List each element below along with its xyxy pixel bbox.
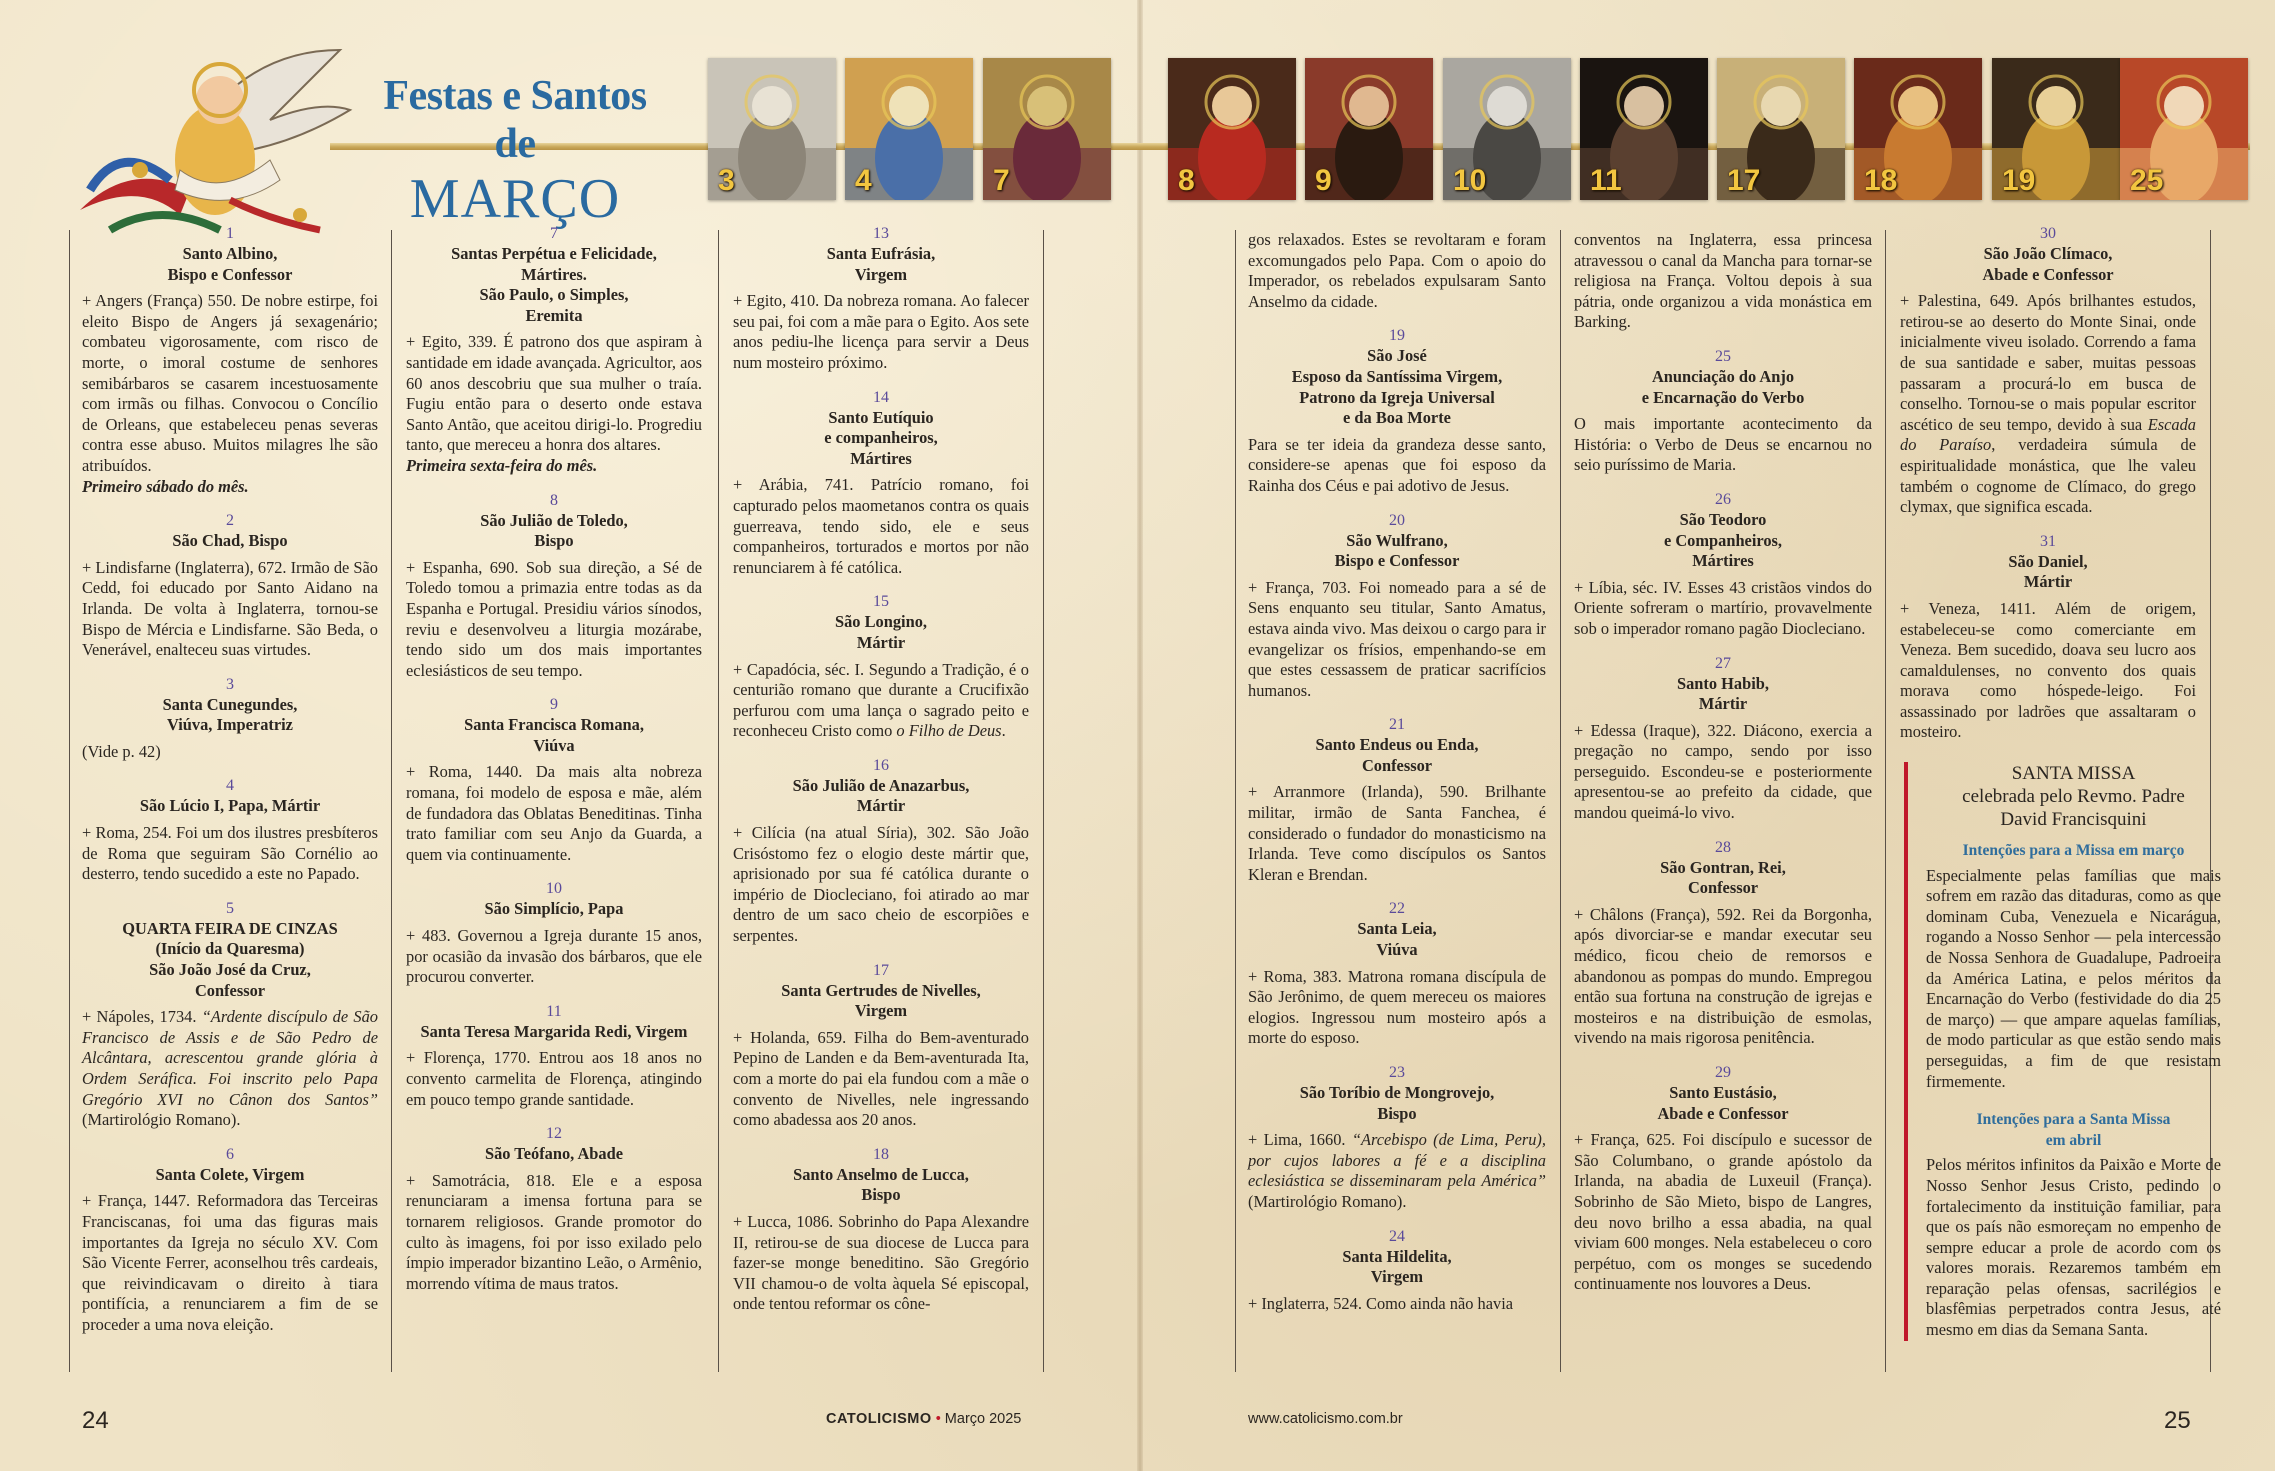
entry-note: Primeiro sábado do mês. <box>82 476 249 496</box>
saint-description: + Lima, 1660. “Arcebispo (de Lima, Peru), por cujos labores a fé e a disciplina eclesiástica se disseminaram pela América” (Martirológio Romano). <box>1248 1130 1546 1211</box>
separator-dot: • <box>935 1411 941 1427</box>
saint-entry <box>82 899 378 1131</box>
thumbnail-day-number: 17 <box>1727 164 1761 197</box>
saint-name: Santa Francisca Romana, Viúva <box>464 715 644 755</box>
saint-description: + 483. Governou a Igreja durante 15 anos, por ocasião da invasão dos bárbaros, que ele procurou converter. <box>406 926 702 987</box>
day-number: 10 <box>546 880 562 898</box>
saint-description: conventos na Inglaterra, essa princesa atravessou o canal da Mancha para tornar-se religiosa na França. Voltou depois à sua pátria, onde organizou a vida monástica em Barking. <box>1574 230 1872 332</box>
day-number: 21 <box>1389 716 1405 734</box>
saint-name: São Wulfrano, Bispo e Confessor <box>1334 530 1460 571</box>
day-number: 19 <box>1389 327 1405 345</box>
thumbnail-day-number: 9 <box>1315 164 1332 197</box>
day-number: 17 <box>873 961 889 979</box>
saint-entry <box>1248 715 1546 885</box>
thumbnail-day-25 <box>2120 58 2248 200</box>
column-2 <box>406 224 702 1308</box>
saint-name: São Gontran, Rei, Confessor <box>1660 857 1786 898</box>
saint-name: São José Esposo da Santíssima Virgem, Patrono da Igreja Universal e da Boa Morte <box>1291 346 1503 428</box>
saint-entry <box>82 776 378 884</box>
saint-name: Santo Eustásio, Abade e Confessor <box>1657 1083 1789 1123</box>
angel-illumination-icon <box>70 40 360 240</box>
saint-description: + Nápoles, 1734. “Ardente discípulo de São Francisco de Assis e de São Pedro de Alcântara, acrescentou grande glória à Ordem Seráfica. Foi inscrito pelo Papa Gregório XVI no Cânon dos Santos” (Martirológio Romano). <box>82 1007 378 1130</box>
saint-name: São Julião de Anazarbus, Mártir <box>792 775 970 816</box>
saint-name: Santa Colete, Virgem <box>155 1164 305 1184</box>
thumbnail-day-number: 18 <box>1864 164 1898 197</box>
saint-description: + Roma, 383. Matrona romana discípula de São Jerônimo, de quem mereceu os maiores elogios. Ingressou num mosteiro após a morte do esposo. <box>1248 966 1546 1048</box>
day-number: 7 <box>550 225 558 242</box>
saint-entry <box>406 695 702 865</box>
day-number: 4 <box>226 777 234 795</box>
saint-entry <box>406 879 702 987</box>
saint-entry <box>733 592 1029 742</box>
day-number: 14 <box>873 388 889 406</box>
magazine-credit <box>826 1411 1021 1427</box>
day-number: 26 <box>1715 490 1731 508</box>
day-number: 22 <box>1389 900 1405 918</box>
saint-description: + França, 703. Foi nomeado para a sé de Sens enquanto seu titular, Santo Amatus, estava ainda vivo. Mas deixou o cargo para ir evangelizar os frísios, empenhando-se em que estes cessassem de praticar sacrifícios humanos. <box>1248 577 1546 700</box>
saint-name: São Lúcio I, Papa, Mártir <box>139 796 321 816</box>
column-rule <box>391 230 392 1372</box>
saint-name: Santo Eutíquio e companheiros, Mártires <box>824 407 938 468</box>
saint-description: Para se ter ideia da grandeza desse santo, considere-se apenas que foi esposo da Rainha dos Céus e pai adotivo de Jesus. <box>1248 434 1546 495</box>
saint-name: São João Clímaco, Abade e Confessor <box>1982 244 2114 284</box>
saint-name: Santa Cunegundes, Viúva, Imperatriz <box>162 694 298 735</box>
saint-name: Santo Habib, Mártir <box>1676 673 1769 714</box>
saint-name: São Simplício, Papa <box>484 899 624 919</box>
missa-text-march: Especialmente pelas famílias que mais sofrem em razão das ditaduras, como as que dominam Cuba, Venezuela e Nicarágua, rogando a Nosso Senhor — pela intercessão de Nossa Senhora de Guadalupe, Padroeira da América Latina, e pelos méritos da Encarnação do Verbo (festividade do dia 25 de março) — que ampare aquelas famílias, de modo particular as que estão sendo mais perseguidas, a fim de que resistam firmemente. <box>1926 865 2221 1091</box>
saint-description: + Líbia, séc. IV. Esses 43 cristãos vindos do Oriente sofreram o martírio, provavelmente sob o imperador romano pagão Diocleciano. <box>1574 577 1872 638</box>
saint-name: São Longino, Mártir <box>834 612 927 652</box>
saint-name: Santo Albino, Bispo e Confessor <box>167 244 293 284</box>
day-number: 23 <box>1389 1064 1405 1081</box>
saint-entry <box>1248 1063 1546 1213</box>
saint-description: + Roma, 254. Foi um dos ilustres presbíteros de Roma que seguiram São Cornélio ao desterro, tendo sucedido a este no Papado. <box>82 823 378 884</box>
saint-entry <box>1574 838 1872 1049</box>
saint-description: + Inglaterra, 524. Como ainda não havia <box>1248 1293 1514 1313</box>
column-rule <box>1235 230 1236 1372</box>
saint-name: São Teodoro e Companheiros, Mártires <box>1663 509 1783 571</box>
saint-description: + Egito, 410. Da nobreza romana. Ao falecer seu pai, foi com a mãe para o Egito. Aos sete anos pediu-lhe licença para servir a Deus num mosteiro próximo. <box>733 291 1029 372</box>
day-number: 8 <box>550 491 558 509</box>
saint-entry <box>82 1145 378 1336</box>
thumbnail-day-number: 3 <box>718 164 735 197</box>
day-number: 18 <box>873 1145 889 1163</box>
magazine-name: CATOLICISMO <box>826 1411 932 1427</box>
thumbnail-day-number: 7 <box>993 164 1010 197</box>
saint-entry <box>406 491 702 682</box>
saint-name: Santa Leia, Viúva <box>1357 919 1437 960</box>
thumbnail-day-10 <box>1443 58 1571 200</box>
saint-entry <box>733 961 1029 1131</box>
day-number: 3 <box>226 675 234 693</box>
thumbnail-day-11 <box>1580 58 1708 200</box>
day-number: 9 <box>550 696 558 714</box>
column-6 <box>1900 224 2196 757</box>
thumbnail-day-number: 19 <box>2002 164 2036 197</box>
day-number: 16 <box>873 756 889 774</box>
saint-entry <box>406 1124 702 1294</box>
saint-description: (Vide p. 42) <box>82 741 161 761</box>
day-number: 20 <box>1389 511 1405 529</box>
day-number: 27 <box>1715 654 1731 672</box>
day-number: 5 <box>226 899 234 917</box>
saint-description: + Palestina, 649. Após brilhantes estudos, retirou-se ao deserto do Monte Sinai, onde inicialmente viveu isolado. Correndo a fama de sua santidade e saber, muitas pessoas passaram a procurá-lo em busca de conselho. Tornou-se o mais popular escritor ascético de seu tempo, devido à sua Escada do Paraíso, verdadeira súmula de espiritualidade monástica, que lhe valeu também o cognome de Clímaco, do grego clymax, que significa escada. <box>1900 291 2196 517</box>
saint-name: Anunciação do Anjo e Encarnação do Verbo <box>1641 366 1805 407</box>
saint-description: + Roma, 1440. Da mais alta nobreza romana, foi modelo de esposa e mãe, além de fundadora das Oblatas Beneditinas. Tinha trato familiar com seu Anjo da Guarda, a quem via continuamente. <box>406 762 702 864</box>
day-number: 15 <box>873 593 889 611</box>
saint-description: + Cilícia (na atual Síria), 302. São João Crisóstomo fez o elogio deste mártir que, aprisionado por sua fé católica durante o império de Diocleciano, foi atirado ao mar dentro de um saco cheio de escorpiões e serpentes. <box>733 823 1029 946</box>
page-number-left: 24 <box>82 1407 109 1434</box>
saint-description: + Lindisfarne (Inglaterra), 672. Irmão de São Cedd, foi educado por Santo Aidano na Irlanda. De volta à Inglaterra, tornou-se Bispo de Mércia e Lindisfarne. São Beda, o Venerável, enalteceu suas virtudes. <box>82 557 378 660</box>
page-spine <box>1137 0 1143 1471</box>
day-number: 31 <box>2040 532 2056 550</box>
santa-missa-box <box>1904 762 2221 1341</box>
saint-name: São Toríbio de Mongrovejo, Bispo <box>1299 1083 1495 1123</box>
saint-entry <box>733 756 1029 947</box>
thumbnail-day-9 <box>1305 58 1433 200</box>
missa-title: SANTA MISSA celebrada pelo Revmo. Padre David Francisquini <box>1962 763 2185 830</box>
saint-entry <box>1248 230 1546 312</box>
missa-text-april: Pelos méritos infinitos da Paixão e Morte de Nosso Senhor Jesus Cristo, pedindo o fortalecimento da instituição familiar, para que os país não esmoreçam no empenho de sempre educar a prole de acordo com os valores morais. Rezaremos também em reparação pelas ofensas, sacrilégios e blasfêmias perpetrados contra Jesus, até mesmo em dias da Semana Santa. <box>1926 1155 2221 1340</box>
day-number: 29 <box>1715 1064 1731 1081</box>
saint-entry <box>1574 1063 1872 1295</box>
saint-description: + Capadócia, séc. I. Segundo a Tradição, é o centurião romano que durante a Crucifixão perfurou com uma lança o sagrado peito e reconheceu Cristo como o Filho de Deus. <box>733 659 1029 741</box>
thumbnail-day-number: 25 <box>2130 164 2164 197</box>
saint-description: + França, 625. Foi discípulo e sucessor de São Columbano, o grande apóstolo da Irlanda, na abadia de Luxeuil (França). Sobrinho de São Mieto, bispo de Langres, deu novo brilho a essa abadia, na qual viviam 600 monges. Nela estabeleceu o coro perpétuo, com os monges se sucedendo continuamente nos louvores a Deus. <box>1574 1130 1872 1294</box>
saint-description: + Veneza, 1411. Além de origem, estabeleceu-se como comerciante em Veneza. Bem sucedido, doava seu lucro aos camaldulenses, no convento dos quais morava como hóspede-leigo. Foi assassinado por ladrões que assaltaram o mosteiro. <box>1900 598 2196 742</box>
saint-description: + Holanda, 659. Filha do Bem-aventurado Pepino de Landen e da Bem-aventurada Ita, com a morte do pai ela fundou com a mãe o convento de Nivelles, nele ingressando como abadessa aos 20 anos. <box>733 1027 1029 1130</box>
thumbnail-day-4 <box>845 58 973 200</box>
day-number: 30 <box>2040 225 2056 242</box>
saint-name: São Julião de Toledo, Bispo <box>480 510 628 551</box>
saint-description: + França, 1447. Reformadora das Terceiras Franciscanas, foi uma das figuras mais importantes da Igreja no século XV. Com São Vicente Ferrer, aconselhou três cardeais, que reivindicavam o direito à tiara pontifícia, a renunciarem a fim de se proceder a uma nova eleição. <box>82 1191 378 1334</box>
day-number: 2 <box>226 512 234 530</box>
column-rule <box>1043 230 1044 1372</box>
page-title <box>360 72 670 230</box>
title-line2: MARÇO <box>409 168 621 230</box>
thumbnail-day-19 <box>1992 58 2120 200</box>
issue-date: Março 2025 <box>944 1411 1022 1427</box>
saint-entry <box>406 1002 702 1110</box>
saint-description: O mais importante acontecimento da História: o Verbo de Deus se encarnou no seio puríssimo de Maria. <box>1574 414 1872 475</box>
saint-description: + Lucca, 1086. Sobrinho do Papa Alexandre II, retirou-se de sua diocese de Lucca para fazer-se monge beneditino. São Gregório VII chamou-o de volta àquela Sé episcopal, onde tentou reformar os cône- <box>733 1211 1029 1314</box>
website-link[interactable]: www.catolicismo.com.br <box>1248 1411 1403 1427</box>
saint-name: São Daniel, Mártir <box>2008 551 2088 592</box>
day-number: 11 <box>546 1002 562 1020</box>
saint-description: + Egito, 339. É patrono dos que aspiram à santidade em idade avançada. Agricultor, aos 60 anos descobriu que sua mulher o traía. Fugiu então para o deserto onde estava Santo Antão, que aceitou dirigi-lo. Progrediu tanto, que mereceu a honra dos altares. <box>406 332 702 455</box>
saint-entry <box>82 511 378 661</box>
saint-description: + Châlons (França), 592. Rei da Borgonha, após divorciar-se e mandar executar seu médico, ficou cheio de remorsos e abandonou as pompas do mundo. Empregou então sua fortuna na construção de igrejas e mosteiros e na distribuição de esmolas, vivendo na mais rigorosa penitência. <box>1574 904 1872 1048</box>
saint-description: gos relaxados. Estes se revoltaram e foram excomungados pelo Papa. Com o apoio do Imperador, os rebelados expulsaram Santo Anselmo da cidade. <box>1248 230 1546 311</box>
day-number: 28 <box>1715 838 1731 856</box>
thumbnail-day-number: 10 <box>1453 164 1487 197</box>
title-line1: Festas e Santos de <box>383 73 647 167</box>
saint-description: + Samotrácia, 818. Ele e a esposa renunciaram a imensa fortuna para se tornarem religiosos. Grande promotor do culto às imagens, foi por isso exilado pelo ímpio imperador bizantino Leão, o Armênio, morrendo vítima de maus tratos. <box>406 1170 702 1293</box>
saint-name: São Chad, Bispo <box>172 531 288 551</box>
saint-name: Santa Eufrásia, Virgem <box>826 244 936 284</box>
column-rule <box>69 230 70 1372</box>
saint-entry <box>1248 511 1546 702</box>
day-number: 12 <box>546 1125 562 1143</box>
column-3 <box>733 224 1029 1329</box>
thumbnail-day-7 <box>983 58 1111 200</box>
saint-name: Santo Anselmo de Lucca, Bispo <box>793 1164 969 1205</box>
saint-description: + Arábia, 741. Patrício romano, foi capturado pelos maometanos contra os quais guerreava, tendo sido, ele e seus companheiros, torturados e mortos por não renunciarem à fé católica. <box>733 475 1029 577</box>
saint-name: Santas Perpétua e Felicidade, Mártires. São Paulo, o Simples, Eremita <box>451 244 657 325</box>
saint-entry <box>1574 490 1872 640</box>
missa-subtitle-april: Intenções para a Santa Missa em abril <box>1976 1111 2171 1149</box>
saint-entry <box>1574 347 1872 476</box>
column-rule <box>1885 230 1886 1372</box>
saint-name: Santo Endeus ou Enda, Confessor <box>1315 735 1479 775</box>
saint-entry <box>1248 1227 1546 1315</box>
saint-entry <box>733 388 1029 579</box>
day-number: 13 <box>873 225 889 242</box>
day-number: 25 <box>1715 347 1731 365</box>
thumbnail-day-number: 4 <box>855 164 872 197</box>
saint-entry <box>82 224 378 497</box>
saint-entry <box>82 675 378 763</box>
saint-description: + Espanha, 690. Sob sua direção, a Sé de Toledo tomou a primazia entre todas as da Espanha e Portugal. Presidiu vários sínodos, reviu e desenvolveu a liturgia mozárabe, tendo sido um dos mais importantes eclesiásticos de seu tempo. <box>406 557 702 680</box>
saint-description: + Arranmore (Irlanda), 590. Brilhante militar, irmão de Santa Fanchea, é considerado o fundador do monasticismo na Irlanda. Teve como discípulos os Santos Kleran e Brendan. <box>1248 782 1546 884</box>
page-number-right: 25 <box>2164 1407 2191 1434</box>
saint-entry <box>406 224 702 477</box>
day-number: 24 <box>1389 1227 1405 1245</box>
column-rule <box>1560 230 1561 1372</box>
saint-entry <box>1248 899 1546 1049</box>
entry-note: Primeira sexta-feira do mês. <box>406 455 598 475</box>
saint-name: São Teófano, Abade <box>485 1144 623 1164</box>
column-rule <box>718 230 719 1372</box>
column-1 <box>82 224 378 1350</box>
saint-name: Santa Gertrudes de Nivelles, Virgem <box>781 980 981 1021</box>
saint-description: + Edessa (Iraque), 322. Diácono, exercia a pregação no campo, sendo por isso perseguido. Escondeu-se e posteriormente apresentou-se ao prefeito da cidade, que mandou queimá-lo vivo. <box>1574 720 1872 823</box>
saint-entry <box>1574 654 1872 824</box>
saint-name: QUARTA FEIRA DE CINZAS (Início da Quaresma) São João José da Cruz, Confessor <box>122 918 338 1000</box>
saint-description: + Angers (França) 550. De nobre estirpe, foi eleito Bispo de Angers já sexagenário; combateu vigorosamente, com risco de morte, o imoral costume de senhores semibárbaros se casarem incestuosamente com irmãs ou filhas. Convocou o Concílio de Orleans, que estabeleceu penas severas contra esse abuso. Muitos milagres lhe são atribuídos. <box>82 291 378 475</box>
saint-entry <box>1900 532 2196 743</box>
thumbnail-day-17 <box>1717 58 1845 200</box>
thumbnail-day-number: 11 <box>1590 164 1622 197</box>
thumbnail-day-number: 8 <box>1178 164 1195 197</box>
saint-name: Santa Teresa Margarida Redi, Virgem <box>420 1021 688 1041</box>
thumbnail-day-3 <box>708 58 836 200</box>
thumbnail-day-18 <box>1854 58 1982 200</box>
day-number: 6 <box>226 1145 234 1163</box>
saint-description: + Florença, 1770. Entrou aos 18 anos no convento carmelita de Florença, atingindo em pouco tempo grande santidade. <box>406 1048 702 1109</box>
day-number: 1 <box>226 225 234 242</box>
saint-entry <box>1248 326 1546 496</box>
column-4 <box>1248 230 1546 1328</box>
saint-entry <box>1900 224 2196 518</box>
saint-entry <box>733 1145 1029 1315</box>
saint-entry <box>733 224 1029 374</box>
saint-name: Santa Hildelita, Virgem <box>1342 1246 1452 1287</box>
saint-entry <box>1574 230 1872 333</box>
missa-subtitle-march: Intenções para a Missa em março <box>1962 842 2185 859</box>
thumbnail-day-8 <box>1168 58 1296 200</box>
column-5 <box>1574 230 1872 1309</box>
